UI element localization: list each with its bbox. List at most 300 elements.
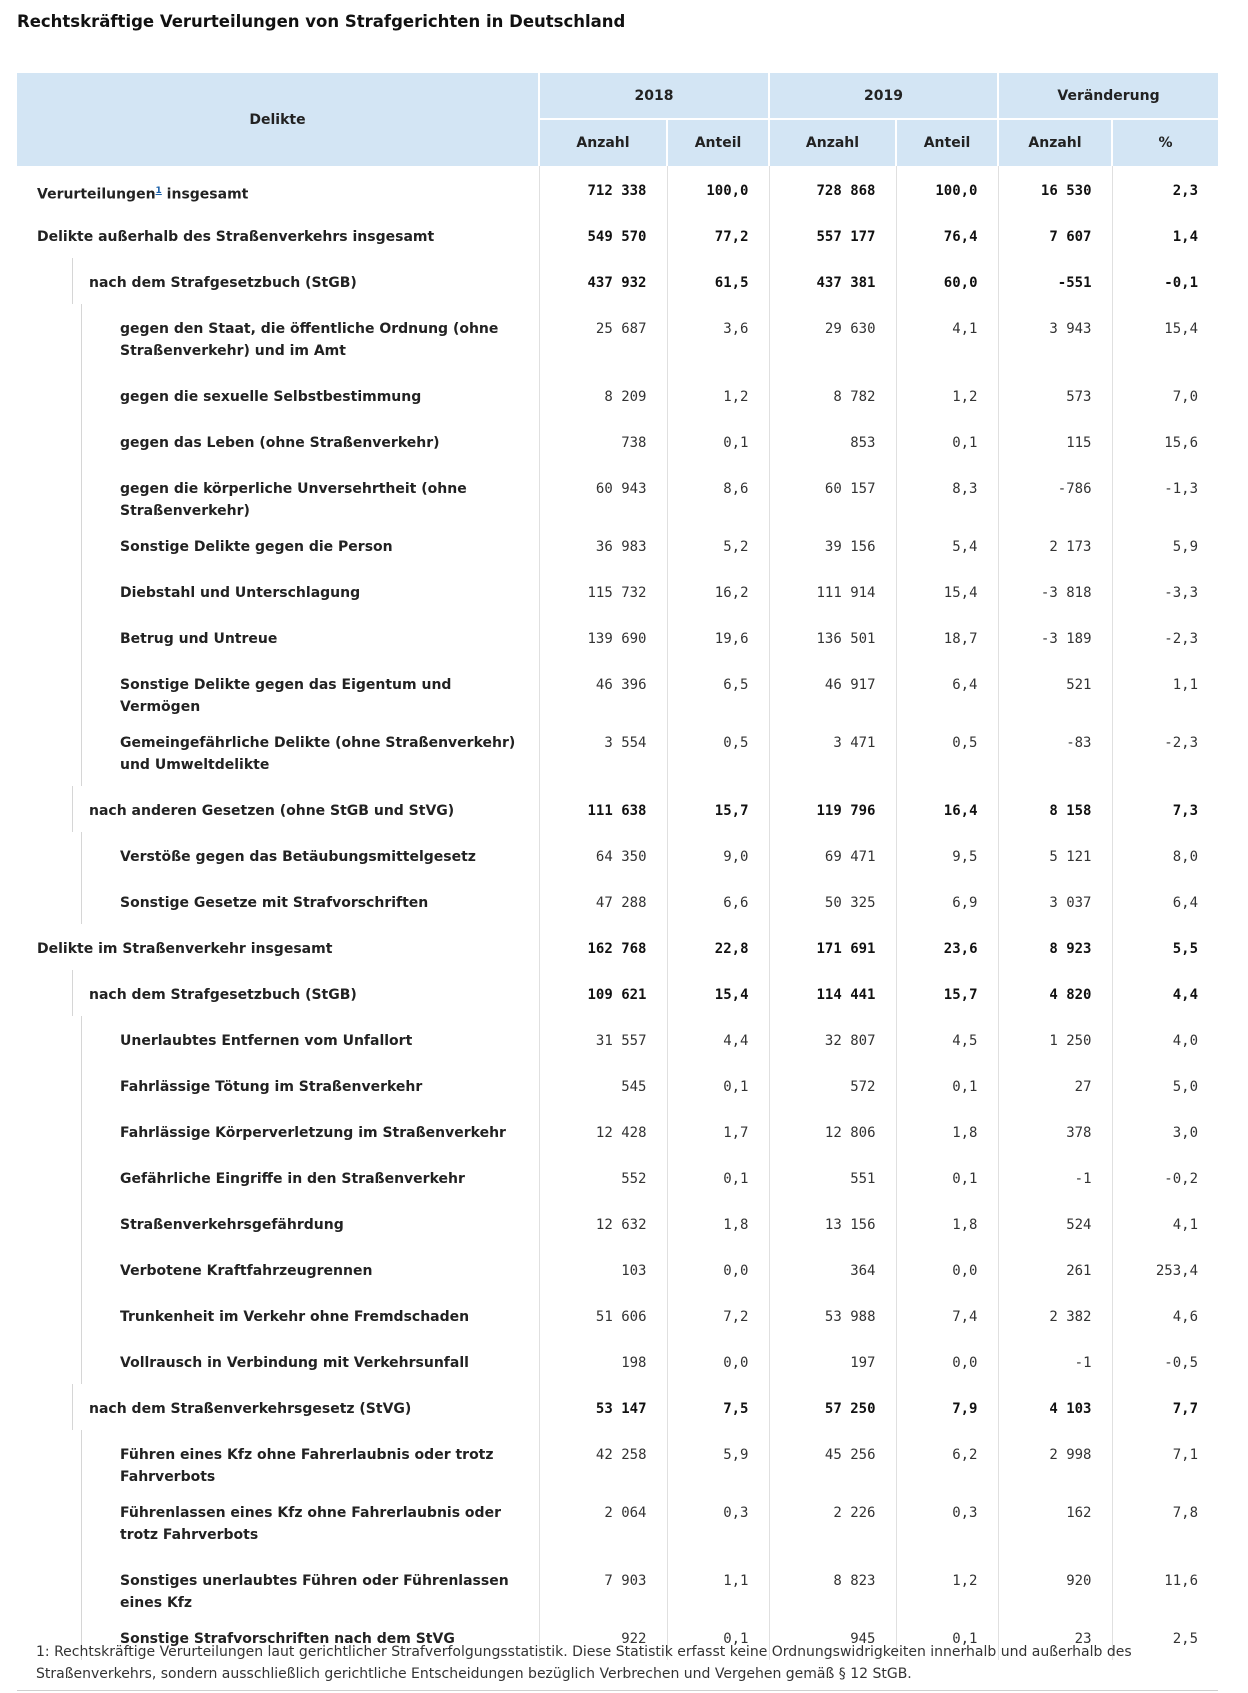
cell-anteil-2019: 0,3 [896,1488,998,1556]
cell-percent-change: 15,6 [1112,418,1218,464]
cell-anteil-2018: 7,2 [667,1292,769,1338]
header-anteil-2019: Anteil [896,119,998,166]
table-row [17,464,1218,522]
cell-anzahl-change: -83 [998,718,1112,786]
cell-anteil-2019: 23,6 [896,924,998,970]
row-label-text: Verstöße gegen das Betäubungsmittelgesetz [120,849,476,865]
cell-anteil-2018: 100,0 [667,166,769,212]
table-row [17,1384,1218,1430]
cell-anzahl-2019: 46 917 [769,660,896,718]
cell-anzahl-2019: 60 157 [769,464,896,522]
cell-anzahl-2019: 8 823 [769,1556,896,1614]
table-row [17,166,1218,212]
cell-anzahl-2018: 139 690 [539,614,667,660]
table-row [17,832,1218,878]
cell-percent-change: 7,1 [1112,1430,1218,1488]
cell-anzahl-change: 3 943 [998,304,1112,372]
convictions-table [17,73,1218,1660]
cell-anteil-2019: 15,4 [896,568,998,614]
cell-percent-change: 5,0 [1112,1062,1218,1108]
indent-line [81,1556,82,1614]
header-anzahl-change: Anzahl [998,119,1112,166]
cell-anzahl-change: 8 158 [998,786,1112,832]
row-label-text: Sonstige Strafvorschriften nach dem StVG [120,1631,455,1647]
row-label [17,258,539,304]
cell-anzahl-change: 27 [998,1062,1112,1108]
cell-anzahl-2019: 8 782 [769,372,896,418]
row-label [17,1556,539,1614]
cell-anzahl-2018: 47 288 [539,878,667,924]
cell-anzahl-2019: 53 988 [769,1292,896,1338]
table-row [17,1488,1218,1556]
cell-anzahl-2018: 36 983 [539,522,667,568]
cell-anteil-2018: 16,2 [667,568,769,614]
row-label-text: Delikte außerhalb des Straßenverkehrs insgesamt [37,229,435,245]
row-label [17,464,539,522]
cell-anteil-2019: 7,4 [896,1292,998,1338]
cell-percent-change: 7,8 [1112,1488,1218,1556]
indent-line [81,718,82,786]
row-label [17,568,539,614]
cell-percent-change: 1,1 [1112,660,1218,718]
cell-anzahl-2018: 111 638 [539,786,667,832]
cell-percent-change: 3,0 [1112,1108,1218,1154]
row-label-text: Delikte im Straßenverkehr insgesamt [37,941,333,957]
row-label [17,832,539,878]
cell-anzahl-2018: 53 147 [539,1384,667,1430]
cell-anzahl-2019: 69 471 [769,832,896,878]
cell-percent-change: -0,1 [1112,258,1218,304]
table-row [17,1292,1218,1338]
row-label-text: Führen eines Kfz ohne Fahrerlaubnis oder trotz Fahrverbots [120,1447,494,1485]
cell-anteil-2019: 60,0 [896,258,998,304]
cell-anzahl-2019: 50 325 [769,878,896,924]
table-row [17,614,1218,660]
table-row [17,418,1218,464]
row-label-text: Fahrlässige Tötung im Straßenverkehr [120,1079,423,1095]
cell-anzahl-2019: 171 691 [769,924,896,970]
cell-anzahl-2019: 13 156 [769,1200,896,1246]
header-anzahl-2019: Anzahl [769,119,896,166]
cell-anzahl-2018: 712 338 [539,166,667,212]
cell-anzahl-change: -786 [998,464,1112,522]
cell-anzahl-2018: 549 570 [539,212,667,258]
cell-anteil-2018: 3,6 [667,304,769,372]
cell-anzahl-change: 378 [998,1108,1112,1154]
header-delikte: Delikte [17,73,539,166]
cell-anteil-2018: 0,1 [667,1062,769,1108]
row-label-text: Gemeingefährliche Delikte (ohne Straßenverkehr) und Umweltdelikte [120,735,516,773]
cell-anzahl-change: -551 [998,258,1112,304]
cell-anzahl-change: 573 [998,372,1112,418]
table-row [17,212,1218,258]
indent-line [81,832,82,878]
footnote-link[interactable]: 1 [155,186,162,196]
cell-percent-change: 7,7 [1112,1384,1218,1430]
table-row [17,258,1218,304]
cell-anzahl-change: 2 173 [998,522,1112,568]
indent-line [81,660,82,718]
cell-anzahl-2019: 364 [769,1246,896,1292]
cell-percent-change: 6,4 [1112,878,1218,924]
cell-anteil-2019: 0,1 [896,418,998,464]
header-year-2019: 2019 [769,73,998,119]
cell-anzahl-2018: 25 687 [539,304,667,372]
header-anteil-2018: Anteil [667,119,769,166]
cell-anzahl-change: 1 250 [998,1016,1112,1062]
indent-line [81,1488,82,1556]
cell-percent-change: -3,3 [1112,568,1218,614]
cell-anteil-2018: 8,6 [667,464,769,522]
cell-anzahl-2018: 922 [539,1614,667,1660]
cell-anteil-2019: 6,9 [896,878,998,924]
row-label [17,1016,539,1062]
cell-anteil-2018: 15,4 [667,970,769,1016]
cell-anteil-2019: 4,1 [896,304,998,372]
footnote: 1: Rechtskräftige Verurteilungen laut gerichtlicher Strafverfolgungsstatistik. Diese Statistik erfasst keine Ordnungswidrigkeiten innerhalb und außerhalb des Straßenverkehrs, sondern ausschließlich gerichtliche Entscheidungen bezüglich Verbrechen und Vergehen gemäß § 12 StGB. [36,1644,1132,1682]
cell-anteil-2019: 76,4 [896,212,998,258]
cell-anzahl-change: 4 103 [998,1384,1112,1430]
cell-anzahl-2018: 103 [539,1246,667,1292]
cell-anteil-2018: 77,2 [667,212,769,258]
indent-line [72,1384,73,1430]
indent-line [81,1108,82,1154]
row-label-text: gegen den Staat, die öffentliche Ordnung (ohne Straßenverkehr) und im Amt [120,321,499,359]
row-label [17,1200,539,1246]
cell-anteil-2018: 5,2 [667,522,769,568]
cell-anteil-2019: 18,7 [896,614,998,660]
cell-anzahl-change: 261 [998,1246,1112,1292]
cell-anteil-2018: 6,5 [667,660,769,718]
cell-anteil-2019: 16,4 [896,786,998,832]
cell-anzahl-2018: 7 903 [539,1556,667,1614]
row-label [17,1062,539,1108]
table-header [17,73,1218,166]
indent-line [81,418,82,464]
cell-anzahl-change: -3 189 [998,614,1112,660]
cell-anteil-2019: 5,4 [896,522,998,568]
row-label-text: Diebstahl und Unterschlagung [120,585,361,601]
cell-anteil-2018: 1,1 [667,1556,769,1614]
cell-anzahl-2018: 31 557 [539,1016,667,1062]
table-row [17,1154,1218,1200]
table-row [17,1200,1218,1246]
row-label-text: Führenlassen eines Kfz ohne Fahrerlaubnis oder trotz Fahrverbots [120,1505,501,1543]
row-label-text: Sonstige Delikte gegen die Person [120,539,393,555]
table-row [17,304,1218,372]
cell-anteil-2018: 0,5 [667,718,769,786]
cell-percent-change: 253,4 [1112,1246,1218,1292]
row-label [17,1338,539,1384]
row-label [17,924,539,970]
row-label-text: Vollrausch in Verbindung mit Verkehrsunfall [120,1355,469,1371]
cell-anteil-2018: 1,8 [667,1200,769,1246]
cell-anzahl-2019: 2 226 [769,1488,896,1556]
row-label-text: Verurteilungen [37,186,156,203]
cell-anteil-2018: 7,5 [667,1384,769,1430]
cell-percent-change: 4,6 [1112,1292,1218,1338]
cell-anteil-2018: 5,9 [667,1430,769,1488]
cell-percent-change: 7,0 [1112,372,1218,418]
row-label-text: Gefährliche Eingriffe in den Straßenverkehr [120,1171,465,1187]
cell-percent-change: 7,3 [1112,786,1218,832]
cell-percent-change: 15,4 [1112,304,1218,372]
row-label [17,1154,539,1200]
indent-line [81,464,82,522]
cell-percent-change: -0,5 [1112,1338,1218,1384]
cell-anzahl-2019: 557 177 [769,212,896,258]
cell-anteil-2018: 0,3 [667,1488,769,1556]
cell-anteil-2018: 9,0 [667,832,769,878]
row-label [17,1430,539,1488]
cell-anteil-2019: 0,1 [896,1614,998,1660]
indent-line [81,568,82,614]
cell-anteil-2018: 6,6 [667,878,769,924]
row-label-text: gegen die sexuelle Selbstbestimmung [120,389,422,405]
indent-line [81,1016,82,1062]
cell-anteil-2019: 6,2 [896,1430,998,1488]
cell-anzahl-change: 115 [998,418,1112,464]
cell-percent-change: 5,9 [1112,522,1218,568]
cell-anteil-2019: 15,7 [896,970,998,1016]
table-body [17,166,1218,1660]
cell-anzahl-change: 521 [998,660,1112,718]
table-row [17,660,1218,718]
row-label [17,522,539,568]
cell-anteil-2018: 0,1 [667,1154,769,1200]
row-label-text: Sonstige Delikte gegen das Eigentum und Vermögen [120,677,452,715]
row-label-text: Betrug und Untreue [120,631,278,647]
cell-anzahl-change: 23 [998,1614,1112,1660]
table-row [17,1016,1218,1062]
table-row [17,718,1218,786]
row-label-text: Sonstige Gesetze mit Strafvorschriften [120,895,429,911]
table-row [17,1430,1218,1488]
cell-anzahl-2019: 12 806 [769,1108,896,1154]
indent-line [81,1292,82,1338]
row-label-text: nach dem Strafgesetzbuch (StGB) [89,275,357,291]
row-label-text: Fahrlässige Körperverletzung im Straßenverkehr [120,1125,506,1141]
table-row [17,1246,1218,1292]
cell-anzahl-2018: 64 350 [539,832,667,878]
row-label-text: Sonstiges unerlaubtes Führen oder Führenlassen eines Kfz [120,1573,509,1611]
cell-anteil-2019: 100,0 [896,166,998,212]
cell-anzahl-2018: 2 064 [539,1488,667,1556]
header-change: Veränderung [998,73,1218,119]
cell-anzahl-2019: 3 471 [769,718,896,786]
cell-percent-change: -2,3 [1112,614,1218,660]
row-label-text: nach dem Straßenverkehrsgesetz (StVG) [89,1401,412,1417]
cell-anzahl-change: 7 607 [998,212,1112,258]
table-row [17,522,1218,568]
header-year-2018: 2018 [539,73,769,119]
cell-anzahl-change: 8 923 [998,924,1112,970]
cell-percent-change: -2,3 [1112,718,1218,786]
cell-percent-change: 2,5 [1112,1614,1218,1660]
cell-anzahl-2018: 42 258 [539,1430,667,1488]
cell-anzahl-2018: 109 621 [539,970,667,1016]
row-label-text: Verbotene Kraftfahrzeugrennen [120,1263,373,1279]
indent-line [81,614,82,660]
cell-anzahl-2019: 111 914 [769,568,896,614]
cell-anteil-2019: 7,9 [896,1384,998,1430]
cell-anteil-2019: 9,5 [896,832,998,878]
cell-anzahl-2019: 572 [769,1062,896,1108]
cell-anteil-2018: 15,7 [667,786,769,832]
cell-anzahl-change: 524 [998,1200,1112,1246]
cell-anteil-2019: 0,1 [896,1062,998,1108]
row-label-text: Unerlaubtes Entfernen vom Unfallort [120,1033,413,1049]
row-label-text: gegen das Leben (ohne Straßenverkehr) [120,435,440,451]
cell-anzahl-2019: 39 156 [769,522,896,568]
indent-line [81,1062,82,1108]
indent-line [81,878,82,924]
header-percent-change: % [1112,119,1218,166]
row-label [17,418,539,464]
cell-anteil-2019: 8,3 [896,464,998,522]
cell-anzahl-2018: 738 [539,418,667,464]
cell-anteil-2019: 6,4 [896,660,998,718]
row-label-text: Straßenverkehrsgefährdung [120,1217,344,1233]
cell-anzahl-2018: 437 932 [539,258,667,304]
cell-anzahl-2019: 853 [769,418,896,464]
cell-anzahl-2019: 945 [769,1614,896,1660]
table-row [17,372,1218,418]
cell-anzahl-change: -1 [998,1338,1112,1384]
table-row [17,786,1218,832]
cell-anteil-2019: 0,1 [896,1154,998,1200]
cell-anzahl-2019: 119 796 [769,786,896,832]
row-label [17,718,539,786]
cell-anteil-2019: 1,2 [896,1556,998,1614]
cell-anzahl-2018: 552 [539,1154,667,1200]
cell-percent-change: 11,6 [1112,1556,1218,1614]
indent-line [72,786,73,832]
row-label-text: nach dem Strafgesetzbuch (StGB) [89,987,357,1003]
cell-anzahl-2018: 46 396 [539,660,667,718]
table-row [17,1338,1218,1384]
indent-line [81,1246,82,1292]
cell-anzahl-2019: 32 807 [769,1016,896,1062]
table-row [17,924,1218,970]
cell-anzahl-change: -1 [998,1154,1112,1200]
cell-anteil-2018: 0,1 [667,418,769,464]
cell-anteil-2018: 61,5 [667,258,769,304]
cell-anteil-2019: 0,0 [896,1246,998,1292]
cell-anteil-2018: 22,8 [667,924,769,970]
cell-anzahl-2019: 551 [769,1154,896,1200]
cell-anteil-2019: 0,5 [896,718,998,786]
cell-anzahl-2019: 114 441 [769,970,896,1016]
row-label [17,786,539,832]
row-label [17,304,539,372]
cell-anteil-2018: 0,0 [667,1338,769,1384]
cell-percent-change: 2,3 [1112,166,1218,212]
indent-line [81,1154,82,1200]
cell-anzahl-2018: 8 209 [539,372,667,418]
indent-line [72,258,73,304]
cell-anzahl-change: -3 818 [998,568,1112,614]
cell-anzahl-change: 2 382 [998,1292,1112,1338]
row-label [17,1292,539,1338]
cell-anteil-2019: 4,5 [896,1016,998,1062]
cell-anteil-2018: 0,1 [667,1614,769,1660]
cell-anzahl-change: 2 998 [998,1430,1112,1488]
cell-percent-change: 4,4 [1112,970,1218,1016]
cell-anzahl-2018: 115 732 [539,568,667,614]
cell-percent-change: 1,4 [1112,212,1218,258]
cell-anteil-2019: 1,2 [896,372,998,418]
cell-anzahl-2018: 12 428 [539,1108,667,1154]
row-label [17,1108,539,1154]
row-label [17,166,539,212]
cell-percent-change: 5,5 [1112,924,1218,970]
table-row [17,1556,1218,1614]
bottom-divider [17,1690,1218,1691]
indent-line [81,304,82,372]
cell-anzahl-2018: 545 [539,1062,667,1108]
indent-line [81,372,82,418]
cell-anzahl-change: 5 121 [998,832,1112,878]
row-label [17,1488,539,1556]
row-label [17,970,539,1016]
cell-percent-change: -0,2 [1112,1154,1218,1200]
cell-anteil-2018: 19,6 [667,614,769,660]
cell-percent-change: 8,0 [1112,832,1218,878]
indent-line [81,1338,82,1384]
cell-anzahl-2019: 45 256 [769,1430,896,1488]
cell-anzahl-change: 162 [998,1488,1112,1556]
indent-line [81,1200,82,1246]
table-row [17,878,1218,924]
table-row [17,970,1218,1016]
row-label [17,614,539,660]
cell-anzahl-change: 3 037 [998,878,1112,924]
indent-line [81,1430,82,1488]
page-title: Rechtskräftige Verurteilungen von Strafgerichten in Deutschland [17,12,626,31]
cell-anteil-2019: 1,8 [896,1108,998,1154]
table-row [17,568,1218,614]
cell-anzahl-2018: 60 943 [539,464,667,522]
header-anzahl-2018: Anzahl [539,119,667,166]
cell-anzahl-change: 4 820 [998,970,1112,1016]
cell-percent-change: 4,1 [1112,1200,1218,1246]
cell-anteil-2018: 1,7 [667,1108,769,1154]
cell-percent-change: 4,0 [1112,1016,1218,1062]
row-label [17,212,539,258]
cell-anzahl-2018: 51 606 [539,1292,667,1338]
cell-anzahl-2018: 198 [539,1338,667,1384]
row-label-suffix: insgesamt [161,186,249,203]
row-label [17,1384,539,1430]
cell-anzahl-2019: 437 381 [769,258,896,304]
cell-anzahl-2019: 57 250 [769,1384,896,1430]
cell-anteil-2018: 1,2 [667,372,769,418]
row-label [17,878,539,924]
table-row [17,1062,1218,1108]
cell-anzahl-2018: 162 768 [539,924,667,970]
table-row [17,1108,1218,1154]
cell-anzahl-2018: 12 632 [539,1200,667,1246]
cell-anzahl-change: 920 [998,1556,1112,1614]
cell-anteil-2019: 0,0 [896,1338,998,1384]
cell-anteil-2018: 4,4 [667,1016,769,1062]
cell-anteil-2019: 1,8 [896,1200,998,1246]
row-label-text: gegen die körperliche Unversehrtheit (ohne Straßenverkehr) [120,481,467,519]
cell-anzahl-2019: 29 630 [769,304,896,372]
cell-anzahl-2019: 728 868 [769,166,896,212]
cell-anzahl-2019: 197 [769,1338,896,1384]
